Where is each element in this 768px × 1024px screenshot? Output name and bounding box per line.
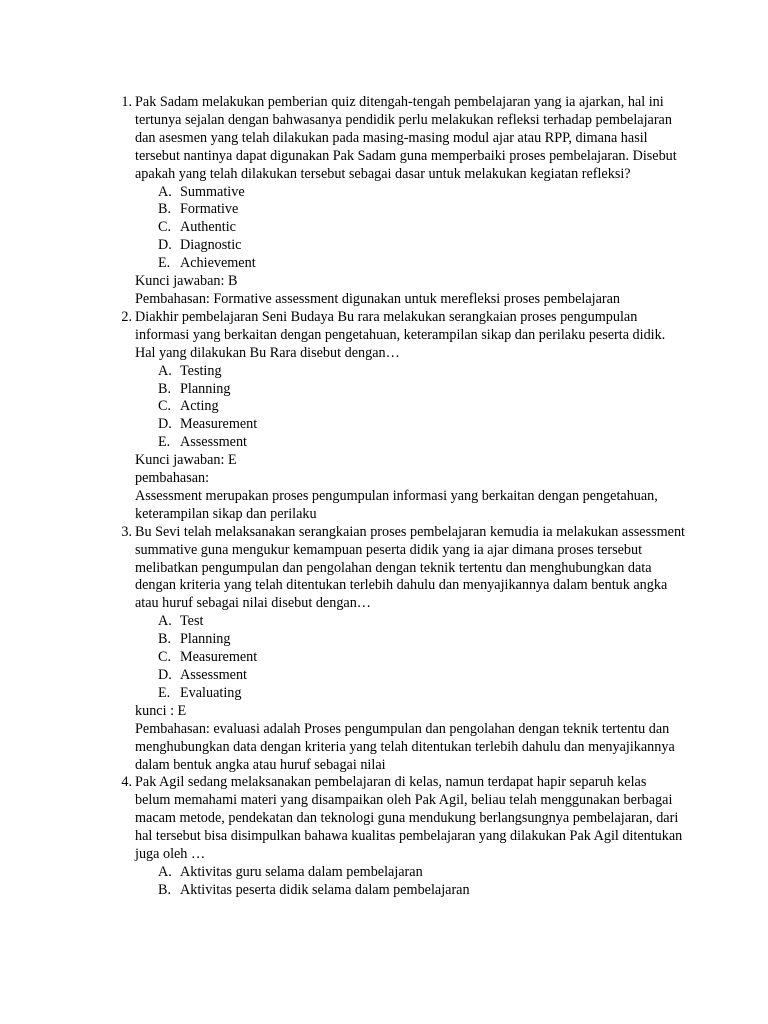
option-label: E. (158, 255, 171, 272)
option-label: D. (158, 416, 172, 433)
option-text: Measurement (180, 649, 258, 666)
option-label: C. (158, 649, 172, 666)
option-text: Aktivitas guru selama dalam pembelajaran (180, 863, 423, 880)
answer-option (158, 416, 685, 434)
answer-key: Kunci jawaban: B (135, 273, 238, 290)
option-label: C. (158, 219, 172, 236)
question-list (110, 94, 685, 900)
question-item (110, 774, 685, 899)
answer-options (135, 613, 685, 703)
option-text: Authentic (180, 219, 236, 236)
question-text: Pak Sadam melakukan pemberian quiz ditengah-tengah pembelajaran yang ia ajarkan, hal ini tertunya sejalan dengan bahwasanya pendidik perlu melakukan refleksi terhadap pembelajaran dan asesmen yang telah dilakukan pada masing-masing modul ajar atau RPP, dimana hasil tersebut nantinya dapat digunakan Pak Sadam guna memperbaiki proses pembelajaran. Disebut apakah yang telah dilakukan tersebut sebagai dasar untuk melakukan kegiatan refleksi? (135, 94, 677, 182)
option-text: Assessment (180, 434, 247, 451)
answer-options (135, 363, 685, 453)
option-label: A. (158, 183, 172, 200)
answer-option (158, 184, 685, 202)
answer-key: Kunci jawaban: E (135, 452, 237, 469)
option-text: Diagnostic (180, 237, 242, 254)
question-number: 3. (121, 523, 132, 540)
question-number: 4. (121, 774, 132, 791)
option-label: B. (158, 631, 172, 648)
question-item (110, 524, 685, 775)
answer-option (158, 201, 685, 219)
answer-key: kunci : E (135, 702, 187, 719)
answer-option (158, 864, 685, 882)
answer-option (158, 631, 685, 649)
question-text: Bu Sevi telah melaksanakan serangkaian proses pembelajaran kemudia ia melakukan assessment summative guna mengukur kemampuan peserta didik yang ia ajar dimana proses tersebut melibatkan pengumpulan dan pengolahan dengan teknik tertentu dan menghubungkan data dengan kriteria yang telah ditentukan terlebih dahulu dan menyajikannya dalam bentuk angka atau huruf sebagai nilai disebut dengan… (135, 523, 685, 612)
answer-options (135, 184, 685, 274)
option-text: Assessment (180, 667, 247, 683)
explanation-heading: pembahasan: (135, 470, 210, 487)
answer-option (158, 434, 685, 452)
question-number: 2. (121, 308, 132, 325)
option-label: D. (158, 237, 172, 254)
question-number: 1. (121, 94, 132, 110)
answer-option (158, 649, 685, 667)
option-text: Planning (180, 631, 231, 648)
option-text: Acting (180, 398, 219, 415)
option-text: Achievement (180, 255, 256, 272)
answer-option (158, 613, 685, 631)
option-text: Summative (180, 183, 245, 200)
option-text: Aktivitas peserta didik selama dalam pembelajaran (180, 881, 470, 898)
answer-option (158, 219, 685, 237)
explanation: Assessment merupakan proses pengumpulan informasi yang berkaitan dengan pengetahuan, keterampilan sikap dan perilaku (135, 487, 658, 522)
option-label: A. (158, 863, 172, 880)
option-label: B. (158, 881, 172, 898)
option-label: C. (158, 398, 172, 415)
option-label: E. (158, 684, 171, 701)
option-text: Evaluating (180, 684, 242, 701)
option-text: Formative (180, 201, 239, 218)
question-text: Diakhir pembelajaran Seni Budaya Bu rara melakukan serangkaian proses pengumpulan informasi yang berkaitan dengan pengetahuan, keterampilan sikap dan perilaku peserta didik. Hal yang dilakukan Bu Rara disebut dengan… (135, 308, 666, 361)
option-label: E. (158, 434, 171, 451)
option-label: D. (158, 667, 172, 683)
option-label: B. (158, 201, 172, 218)
option-label: A. (158, 362, 172, 379)
option-text: Testing (180, 362, 222, 379)
answer-option (158, 237, 685, 255)
answer-option (158, 255, 685, 273)
answer-option (158, 685, 685, 703)
answer-options (135, 864, 685, 900)
answer-option (158, 882, 685, 900)
question-text: Pak Agil sedang melaksanakan pembelajaran di kelas, namun terdapat hapir separuh kelas belum memahami materi yang disampaikan oleh Pak Agil, beliau telah menggunakan berbagai macam metode, pendekatan dan teknologi guna mendukung berlangsungnya pembelajaran, dari hal tersebut bisa disimpulkan bahawa kualitas pembelajaran yang dilakukan Pak Agil ditentukan juga oleh … (135, 774, 683, 863)
explanation: Pembahasan: Formative assessment digunakan untuk merefleksi proses pembelajaran (135, 290, 621, 307)
answer-option (158, 363, 685, 381)
option-text: Planning (180, 380, 231, 397)
explanation: Pembahasan: evaluasi adalah Proses pengumpulan dan pengolahan dengan teknik tertentu dan menghubungkan data dengan kriteria yang telah ditentukan terlebih dahulu dan menyajikannya dalam bentuk angka atau huruf sebagai nilai (135, 720, 675, 773)
option-text: Measurement (180, 416, 258, 433)
question-item (110, 94, 685, 309)
question-item (110, 309, 685, 524)
option-text: Test (180, 613, 204, 630)
answer-option (158, 667, 685, 685)
answer-option (158, 381, 685, 399)
option-label: B. (158, 380, 172, 397)
option-label: A. (158, 613, 172, 630)
answer-option (158, 398, 685, 416)
